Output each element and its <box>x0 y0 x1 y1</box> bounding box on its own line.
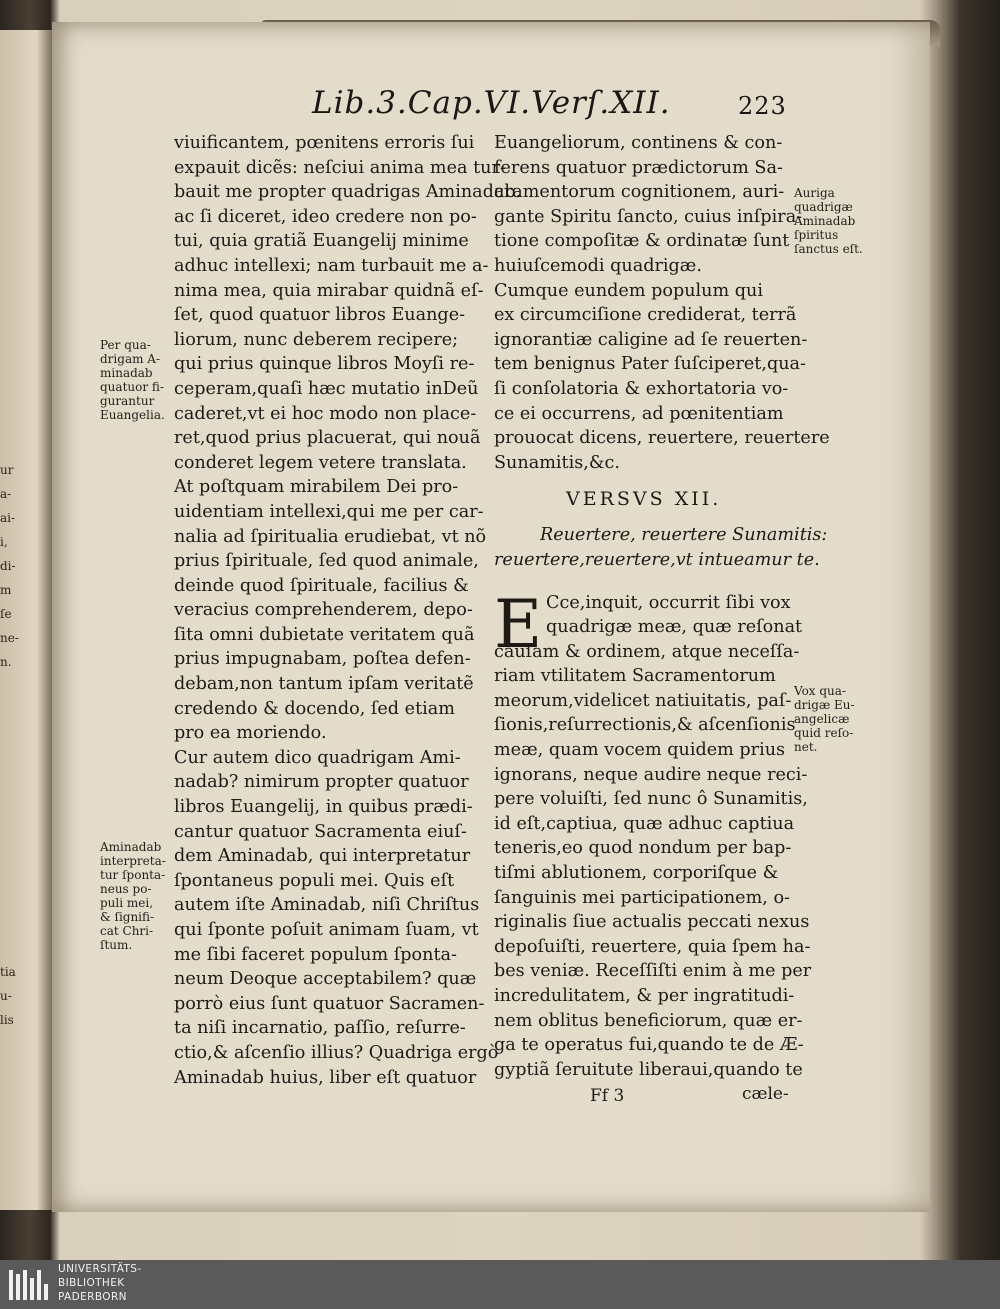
text-line: riginalis ſiue actualis peccati nexus <box>494 912 810 933</box>
text-line: credendo & docendo, ſed etiam <box>174 698 455 719</box>
running-head: Lib.3.Cap.VI.Verſ.XII. <box>312 85 671 121</box>
text-line: huiuſcemodi quadrigæ. <box>494 255 702 276</box>
logo-line-2: BIBLIOTHEK <box>58 1277 125 1289</box>
facing-fragment: a- <box>0 487 12 501</box>
text-line: tui, quia gratiã Euangelij minime <box>174 231 469 252</box>
page-number: 223 <box>738 92 787 120</box>
text-line: depoſuiſti, reuertere, quia ſpem ha- <box>494 936 811 957</box>
text-line: veracius comprehenderem, depo- <box>174 600 473 621</box>
text-line: Cur autem dico quadrigam Ami- <box>174 747 461 768</box>
text-line: cantur quatuor Sacramenta eiuſ- <box>174 821 467 842</box>
text-line: uidentiam intellexi,qui me per car- <box>174 501 484 522</box>
text-line: expauit dicẽs: neſciui anima mea tur- <box>174 157 506 178</box>
text-line: pere voluiſti, ſed nunc ô Sunamitis, <box>494 789 808 810</box>
text-line: nadab? nimirum propter quatuor <box>174 772 469 793</box>
text-line: dem Aminadab, qui interpretatur <box>174 846 471 867</box>
text-line: me ſibi faceret populum ſponta- <box>174 944 457 965</box>
text-line: libros Euangelij, in quibus prædi- <box>174 797 473 818</box>
text-line: meæ, quam vocem quidem prius <box>494 740 786 761</box>
text-line: ſionis,reſurrectionis,& aſcenſionis <box>494 715 796 736</box>
text-line: debam,non tantum ipſam veritatẽ <box>174 674 474 695</box>
text-line: incredulitatem, & per ingratitudi- <box>494 986 795 1006</box>
text-line: bes veniæ. Receſſiſti enim à me per <box>494 961 812 982</box>
text-line: tem benignus Pater ſuſciperet,qua- <box>494 354 806 375</box>
text-line: neum Deoque acceptabilem? quæ <box>174 969 477 990</box>
facing-fragment: di- <box>0 559 16 573</box>
facing-fragment: ſe <box>0 607 12 621</box>
text-line: caderet,vt ei hoc modo non place- <box>174 403 477 424</box>
text-line: nem oblitus beneficiorum, quæ er- <box>494 1010 803 1031</box>
facing-fragment: lis <box>0 1013 14 1027</box>
text-line: adhuc intellexi; nam turbauit me a- <box>174 255 489 276</box>
text-line: nalia ad ſpiritualia erudiebat, vt nõ <box>174 526 487 547</box>
logo-line-3: PADERBORN <box>58 1291 127 1303</box>
text-line: ta niſi incarnatio, paſſio, reſurre- <box>174 1018 466 1039</box>
facing-fragment: m <box>0 583 12 597</box>
text-line: ret,quod prius placuerat, qui nouã <box>174 428 481 449</box>
verse-lemma-line: Reuertere, reuertere Sunamitis: <box>540 525 828 546</box>
facing-fragment: ur <box>0 463 14 477</box>
text-line: ctio,& aſcenſio illius? Quadriga ergò <box>174 1042 499 1063</box>
facing-fragment: tia <box>0 965 16 979</box>
text-line: id eſt,captiua, quæ adhuc captiua <box>494 813 795 834</box>
text-line: porrò eius ſunt quatuor Sacramen- <box>174 993 485 1014</box>
facing-fragment: n. <box>0 655 12 669</box>
text-line: ga te operatus fui,quando te de Æ- <box>494 1035 804 1056</box>
text-line: Cce,inquit, occurrit ſibi vox <box>546 592 791 613</box>
text-line: Aminadab huius, liber eſt quatuor <box>174 1067 477 1088</box>
margin-note-left-1: Per qua- drigam A- minadab quatuor fi- gurantur Euangelia. <box>100 338 165 422</box>
text-line: ſet, quod quatuor libros Euange- <box>174 305 466 326</box>
text-line: pro ea moriendo. <box>174 723 327 744</box>
margin-note-left-2: Aminadab interpreta- tur ſponta- neus po- puli mei, & ſignifi- cat Chri- ſtum. <box>100 840 166 952</box>
text-line: ex circumciſione crediderat, terrã <box>494 305 797 326</box>
text-line: Cumque eundem populum qui <box>494 280 764 301</box>
facing-fragment: ne- <box>0 631 19 645</box>
text-line: ignorans, neque audire neque reci- <box>494 764 808 785</box>
text-line: ſita omni dubietate veritatem quã <box>174 624 475 645</box>
text-line: nima mea, quia mirabar quidnã eſ- <box>174 280 484 301</box>
left-column <box>174 131 522 1090</box>
text-line: tiſmi ablutionem, corporiſque & <box>494 863 779 884</box>
text-line: gyptiã ſeruitute liberaui,quando te <box>494 1059 803 1080</box>
facing-fragment: ai- <box>0 511 16 525</box>
text-line: deinde quod ſpirituale, facilius & <box>174 575 469 596</box>
text-line: liorum, nunc deberem recipere; <box>174 329 459 350</box>
text-line: bauit me propter quadrigas Aminadab. <box>174 182 522 203</box>
margin-note-right-2: Vox qua- drigæ Eu- angelicæ quid reſo- net. <box>794 684 855 754</box>
text-line: At poſtquam mirabilem Dei pro- <box>174 477 459 498</box>
catchword: cæle- <box>742 1084 789 1104</box>
text-line: gante Spiritu ſancto, cuius inſpira- <box>494 206 803 227</box>
text-line: Euangeliorum, continens & con- <box>494 133 783 153</box>
text-line: meorum,videlicet natiuitatis, paſ- <box>494 690 792 711</box>
text-line: qui prius quinque libros Moyſi re- <box>174 354 475 375</box>
text-line: ferens quatuor prædictorum Sa- <box>494 157 783 178</box>
facing-page-text <box>0 458 19 1032</box>
section-heading: VERSVS XII. <box>566 488 722 510</box>
text-line: quadrigæ meæ, quæ reſonat <box>546 617 803 638</box>
text-line: prius ſpirituale, ſed quod animale, <box>174 551 479 572</box>
library-footer-bar <box>0 1260 1000 1309</box>
text-line: ceperam,quaſi hæc mutatio inDeũ <box>174 378 479 399</box>
facing-fragment: i, <box>0 535 8 549</box>
text-line: prius impugnabam, poſtea defen- <box>174 649 471 670</box>
facing-fragment: u- <box>0 989 12 1003</box>
text-line: ſi conſolatoria & exhortatoria vo- <box>494 378 789 399</box>
text-line: cramentorum cognitionem, auri- <box>494 182 785 203</box>
text-line: ce ei occurrens, ad pœnitentiam <box>494 403 784 424</box>
text-line: ſpontaneus populi mei. Quis eſt <box>174 870 455 891</box>
text-line: Sunamitis,&c. <box>494 452 620 473</box>
logo-line-1: UNIVERSITÄTS- <box>58 1263 142 1275</box>
text-line: teneris,eo quod nondum per bap- <box>494 838 792 859</box>
verse-lemma-line: reuertere,reuertere,vt intueamur te. <box>494 549 820 570</box>
text-line: autem iſte Aminadab, niſi Chriſtus <box>174 895 480 916</box>
text-line: ſanguinis mei participationem, o- <box>494 887 790 908</box>
signature-mark: Ff 3 <box>590 1086 625 1106</box>
text-line: riam vtilitatem Sacramentorum <box>494 666 776 687</box>
margin-note-right-1: Auriga quadrigæ Aminadab ſpiritus ſanctus eſt. <box>794 186 863 256</box>
text-line: ac ſi diceret, ideo credere non po- <box>174 206 477 227</box>
library-logo-icon <box>6 1266 50 1304</box>
text-line: conderet legem vetere translata. <box>174 452 467 473</box>
text-line: prouocat dicens, reuertere, reuertere <box>494 428 830 449</box>
text-line: qui ſponte poſuit animam ſuam, vt <box>174 920 479 940</box>
text-line: viuificantem, pœnitens erroris ſui <box>174 133 475 153</box>
text-line: cauſam & ordinem, atque neceſſa- <box>494 641 800 662</box>
text-line: ignorantiæ caligine ad ſe reuerten- <box>494 329 808 350</box>
text-line: tione compoſitæ & ordinatæ ſunt <box>494 231 790 252</box>
drop-cap: E <box>494 586 543 663</box>
